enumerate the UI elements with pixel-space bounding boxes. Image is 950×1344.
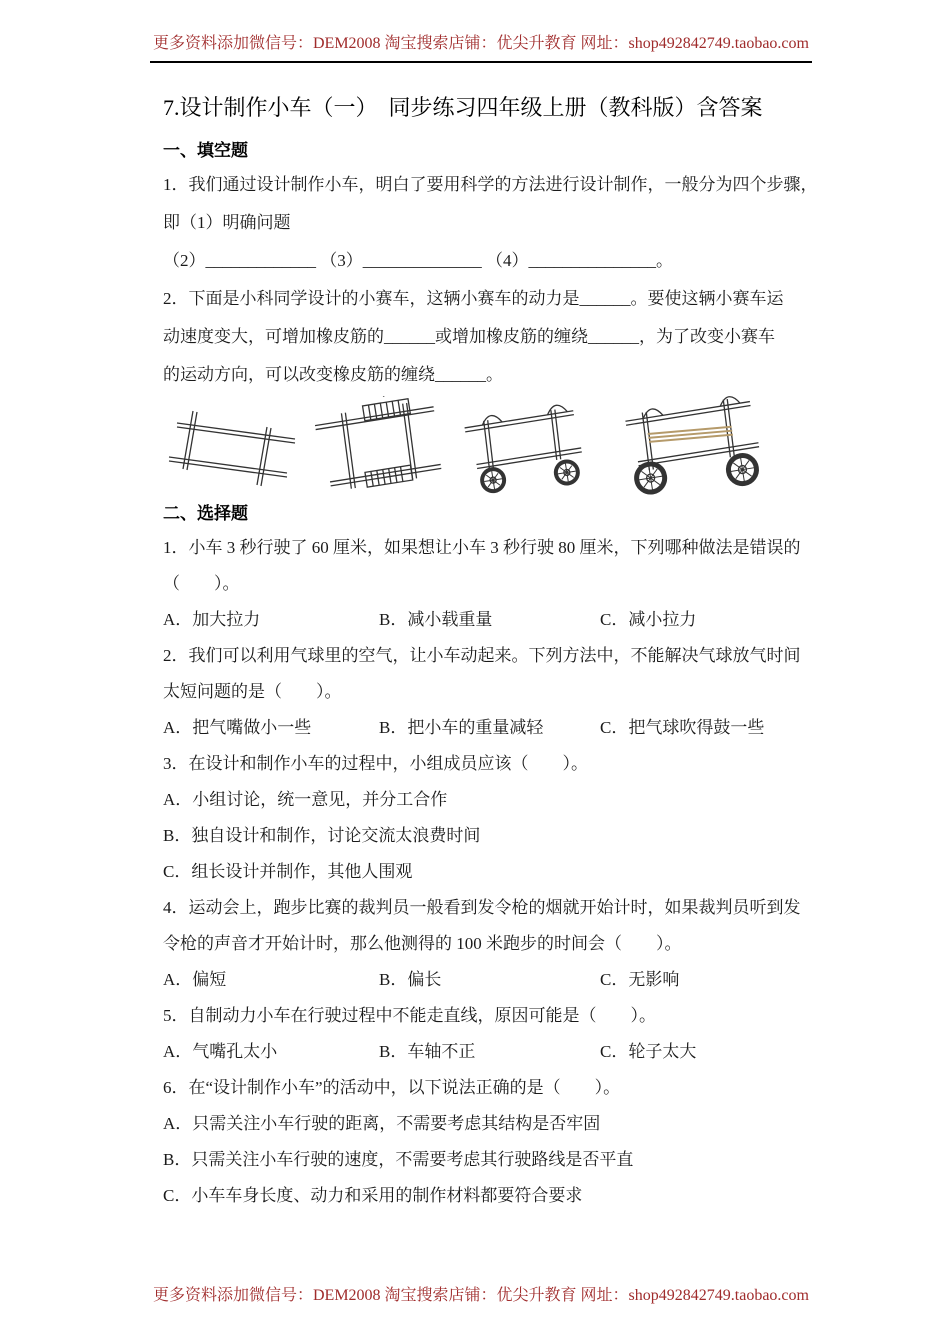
worksheet-content xyxy=(163,88,818,1214)
choice-q5-options xyxy=(163,1034,795,1070)
header-watermark xyxy=(150,30,812,63)
fill-q1-line1: 1．我们通过设计制作小车，明白了要用科学的方法进行设计制作，一般分为四个步骤， xyxy=(163,175,818,194)
choice-q1-option-c[interactable]: C．减小拉力 xyxy=(600,610,697,629)
choice-q1-stem-line1: 1．小车 3 秒行驶了 60 厘米，如果想让小车 3 秒行驶 80 厘米，下列哪种做法是错误的 xyxy=(163,538,801,557)
car-figures-row xyxy=(163,394,795,498)
choice-q3-stem[interactable]: 3．在设计和制作小车的过程中，小组成员应该（ ）。 xyxy=(163,754,588,773)
choice-q3-option-a[interactable]: A．小组讨论，统一意见，并分工合作 xyxy=(163,790,448,809)
choice-q4-option-b[interactable]: B．偏长 xyxy=(379,970,442,989)
choice-q5-option-b[interactable]: B．车轴不正 xyxy=(379,1042,476,1061)
section-heading-multiple-choice: 二、选择题 xyxy=(163,504,248,523)
choice-q4-options xyxy=(163,962,795,998)
section-heading-fill-blanks: 一、填空题 xyxy=(163,141,248,160)
choice-q3-option-b[interactable]: B．独自设计和制作，讨论交流太浪费时间 xyxy=(163,826,481,845)
choice-q4-option-c[interactable]: C．无影响 xyxy=(600,970,680,989)
choice-q5-stem[interactable]: 5．自制动力小车在行驶过程中不能走直线，原因可能是（ ）。 xyxy=(163,1006,656,1025)
choice-q6-option-a[interactable]: A．只需关注小车行驶的距离，不需要考虑其结构是否牢固 xyxy=(163,1114,601,1133)
car-two-wheels-figure xyxy=(458,395,588,497)
choice-q4-stem-line2[interactable]: 令枪的声音才开始计时，那么他测得的 100 米跑步的时间会（ ）。 xyxy=(163,934,682,953)
choice-q6-stem[interactable]: 6．在“设计制作小车”的活动中，以下说法正确的是（ ）。 xyxy=(163,1078,621,1097)
choice-q2-option-b[interactable]: B．把小车的重量减轻 xyxy=(379,718,544,737)
choice-q5-option-c[interactable]: C．轮子太大 xyxy=(600,1042,697,1061)
choice-q2-option-c[interactable]: C．把气球吹得鼓一些 xyxy=(600,718,765,737)
choice-q2-stem-line1: 2．我们可以利用气球里的空气，让小车动起来。下列方法中，不能解决气球放气时间 xyxy=(163,646,801,665)
choice-q6-option-b[interactable]: B．只需关注小车行驶的速度，不需要考虑其行驶路线是否平直 xyxy=(163,1150,634,1169)
car-frame-figure xyxy=(163,401,303,491)
fill-q1-line2: 即（1）明确问题 xyxy=(163,213,291,232)
fill-q2-line2[interactable]: 动速度变大，可增加橡皮筋的______或增加橡皮筋的缠绕______，为了改变小赛车 xyxy=(163,327,775,346)
choice-q2-options xyxy=(163,710,795,746)
car-axle-mounts-figure xyxy=(311,396,446,496)
choice-q1-answer-blank[interactable]: （ ）。 xyxy=(163,574,240,593)
header-watermark-text: 更多资料添加微信号：DEM2008 淘宝搜索店铺：优尖升教育 网址：shop492842749.taobao.com xyxy=(153,35,809,52)
fill-q2-line1[interactable]: 2．下面是小科同学设计的小赛车，这辆小赛车的动力是______。要使这辆小赛车运 xyxy=(163,289,784,308)
footer-watermark xyxy=(150,1282,812,1305)
choice-q1-option-a[interactable]: A．加大拉力 xyxy=(163,610,261,629)
choice-q2-option-a[interactable]: A．把气嘴做小一些 xyxy=(163,718,312,737)
choice-q5-option-a[interactable]: A．气嘴孔太小 xyxy=(163,1042,278,1061)
choice-q4-option-a[interactable]: A．偏短 xyxy=(163,970,227,989)
choice-q6-option-c[interactable]: C．小车车身长度、动力和采用的制作材料都要符合要求 xyxy=(163,1186,583,1205)
choice-q4-stem-line1: 4．运动会上，跑步比赛的裁判员一般看到发令枪的烟就开始计时，如果裁判员听到发 xyxy=(163,898,801,917)
car-complete-figure xyxy=(618,393,768,499)
choice-q1-option-b[interactable]: B．减小载重量 xyxy=(379,610,493,629)
choice-q3-option-c[interactable]: C．组长设计并制作，其他人围观 xyxy=(163,862,413,881)
choice-q2-stem-line2[interactable]: 太短问题的是（ ）。 xyxy=(163,682,342,701)
footer-watermark-text: 更多资料添加微信号：DEM2008 淘宝搜索店铺：优尖升教育 网址：shop492842749.taobao.com xyxy=(153,1287,809,1304)
choice-q1-options xyxy=(163,602,795,638)
page-title: 7.设计制作小车（一） 同步练习四年级上册（教科版）含答案 xyxy=(163,95,763,120)
fill-q2-line3[interactable]: 的运动方向，可以改变橡皮筋的缠绕______。 xyxy=(163,365,503,384)
fill-q1-blanks-line[interactable]: （2）_____________ （3）______________ （4）_______________。 xyxy=(163,251,673,270)
